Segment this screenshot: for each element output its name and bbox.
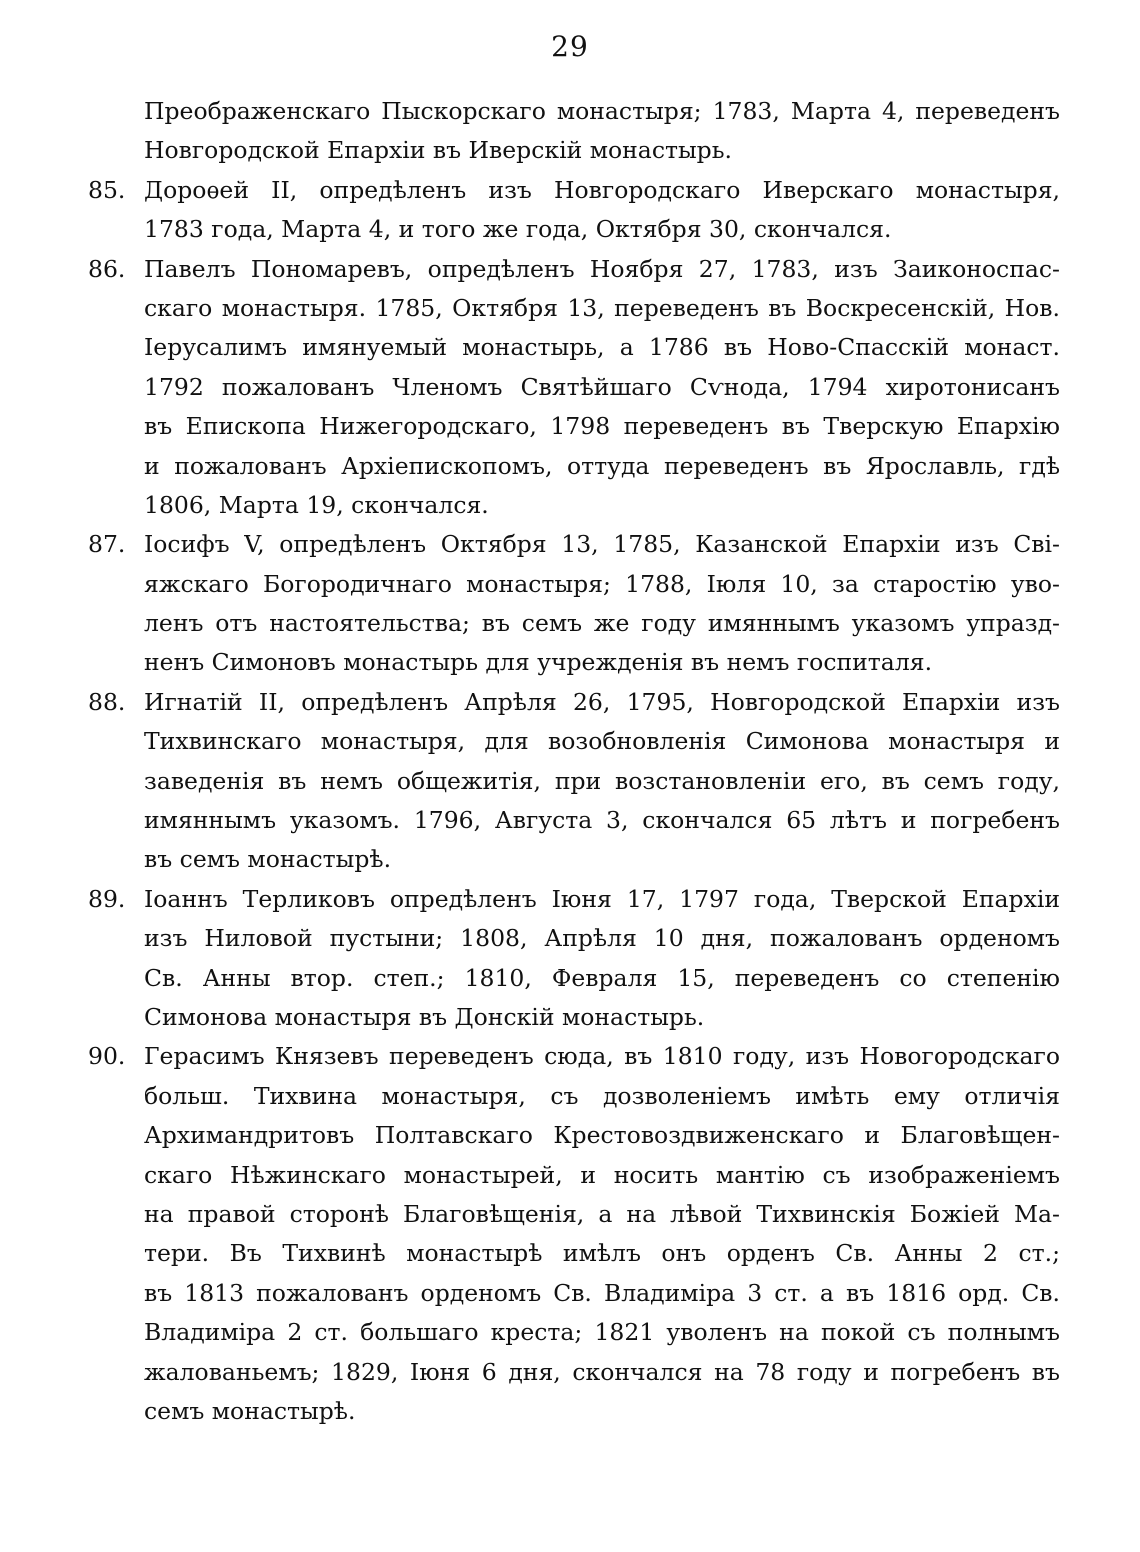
line-text: ненъ Симоновъ монастырь для учрежденія въ немъ госпиталя. [144, 648, 933, 677]
line-text: Владиміра 2 ст. большаго креста; 1821 уволенъ на покой съ полнымъ [144, 1318, 1060, 1347]
text-line [88, 683, 1060, 722]
line-text: 1792 пожалованъ Членомъ Святѣйшаго Сѵнода, 1794 хиротонисанъ [144, 372, 1060, 401]
line-text: 1783 года, Марта 4, и того же года, Октября 30, скончался. [144, 215, 892, 244]
line-text: Игнатій II, опредѣленъ Апрѣля 26, 1795, Новгородской Епархіи изъ [144, 687, 1060, 716]
text-line [88, 250, 1060, 289]
text-line [88, 486, 1060, 525]
text-line [88, 1037, 1060, 1076]
text-line [88, 762, 1060, 801]
text-line [88, 328, 1060, 367]
line-text: въ 1813 пожалованъ орденомъ Св. Владиміра 3 ст. а въ 1816 орд. Св. [144, 1278, 1060, 1307]
line-text: Преображенскаго Пыскорскаго монастыря; 1783, Марта 4, переведенъ [144, 97, 1060, 125]
line-text: тери. Въ Тихвинѣ монастырѣ имѣлъ онъ орденъ Св. Анны 2 ст.; [144, 1239, 1060, 1268]
line-text: въ семъ монастырѣ. [144, 845, 392, 874]
line-text: Новгородской Епархіи въ Иверскій монастырь. [144, 136, 732, 165]
line-text: Іерусалимъ имянуемый монастырь, а 1786 въ Ново-Спасскій монаст. [144, 333, 1060, 362]
entry-number: 90. [88, 1042, 126, 1071]
text-line [88, 998, 1060, 1037]
line-text: Симонова монастыря въ Донскій монастырь. [144, 1002, 705, 1031]
text-line [88, 289, 1060, 328]
text-line [88, 131, 1060, 170]
line-text: Герасимъ Князевъ переведенъ сюда, въ 1810 году, изъ Новогородскаго [144, 1042, 1060, 1071]
text-line [88, 1392, 1060, 1431]
line-text: скаго монастыря. 1785, Октября 13, переведенъ въ Воскресенскій, Нов. [144, 293, 1060, 322]
text-line [88, 525, 1060, 564]
text-line [88, 1353, 1060, 1392]
document-body [88, 92, 1060, 1431]
entry-number: 85. [88, 175, 126, 204]
line-text: Павелъ Пономаревъ, опредѣленъ Ноября 27, 1783, изъ Заиконоспас- [144, 254, 1060, 283]
line-text: Св. Анны втор. степ.; 1810, Февраля 15, переведенъ со степенію [144, 963, 1060, 992]
line-text: на правой сторонѣ Благовѣщенія, а на лѣвой Тихвинскія Божіей Ма- [144, 1199, 1060, 1228]
entry-number: 89. [88, 884, 126, 913]
text-line [88, 92, 1060, 131]
text-line [88, 643, 1060, 682]
line-text: имяннымъ указомъ. 1796, Августа 3, скончался 65 лѣтъ и погребенъ [144, 806, 1060, 835]
line-text: яжскаго Богородичнаго монастыря; 1788, Іюля 10, за старостію уво- [144, 569, 1060, 598]
text-line [88, 210, 1060, 249]
text-line [88, 565, 1060, 604]
line-text: заведенія въ немъ общежитія, при возстановленіи его, въ семъ году, [144, 766, 1060, 795]
entry-number: 87. [88, 530, 126, 559]
text-line [88, 1156, 1060, 1195]
text-line [88, 959, 1060, 998]
text-line [88, 880, 1060, 919]
line-text: Іосифъ V, опредѣленъ Октября 13, 1785, Казанской Епархіи изъ Сві- [144, 530, 1060, 559]
text-line [88, 1313, 1060, 1352]
line-text: семъ монастырѣ. [144, 1396, 356, 1425]
line-text: и пожалованъ Архіепископомъ, оттуда переведенъ въ Ярославль, гдѣ [144, 451, 1060, 480]
page-number: 29 [551, 30, 589, 63]
line-text: 1806, Марта 19, скончался. [144, 490, 489, 519]
text-line [88, 1234, 1060, 1273]
text-line [88, 171, 1060, 210]
text-line [88, 1274, 1060, 1313]
line-text: Дороѳей II, опредѣленъ изъ Новгородскаго Иверскаго монастыря, [144, 175, 1060, 204]
line-text: ленъ отъ настоятельства; въ семъ же году имяннымъ указомъ упразд- [144, 609, 1060, 638]
line-text: больш. Тихвина монастыря, съ дозволеніемъ имѣть ему отличія [144, 1081, 1060, 1110]
entry-number: 86. [88, 254, 126, 283]
text-line [88, 840, 1060, 879]
text-line [88, 1116, 1060, 1155]
line-text: Тихвинскаго монастыря, для возобновленія Симонова монастыря и [144, 727, 1060, 756]
line-text: въ Епископа Нижегородскаго, 1798 переведенъ въ Тверскую Епархію [144, 412, 1060, 441]
text-line [88, 407, 1060, 446]
line-text: жалованьемъ; 1829, Іюня 6 дня, скончался на 78 году и погребенъ въ [144, 1357, 1060, 1386]
text-line [88, 447, 1060, 486]
text-line [88, 722, 1060, 761]
text-line [88, 604, 1060, 643]
text-line [88, 1077, 1060, 1116]
text-line [88, 368, 1060, 407]
line-text: скаго Нѣжинскаго монастырей, и носить мантію съ изображеніемъ [144, 1160, 1060, 1189]
line-text: Архимандритовъ Полтавскаго Крестовоздвиженскаго и Благовѣщен- [144, 1121, 1060, 1150]
entry-number: 88. [88, 687, 126, 716]
line-text: изъ Ниловой пустыни; 1808, Апрѣля 10 дня, пожалованъ орденомъ [144, 924, 1060, 953]
text-line [88, 919, 1060, 958]
text-line [88, 1195, 1060, 1234]
text-line [88, 801, 1060, 840]
line-text: Іоаннъ Терликовъ опредѣленъ Іюня 17, 1797 года, Тверской Епархіи [144, 884, 1060, 913]
